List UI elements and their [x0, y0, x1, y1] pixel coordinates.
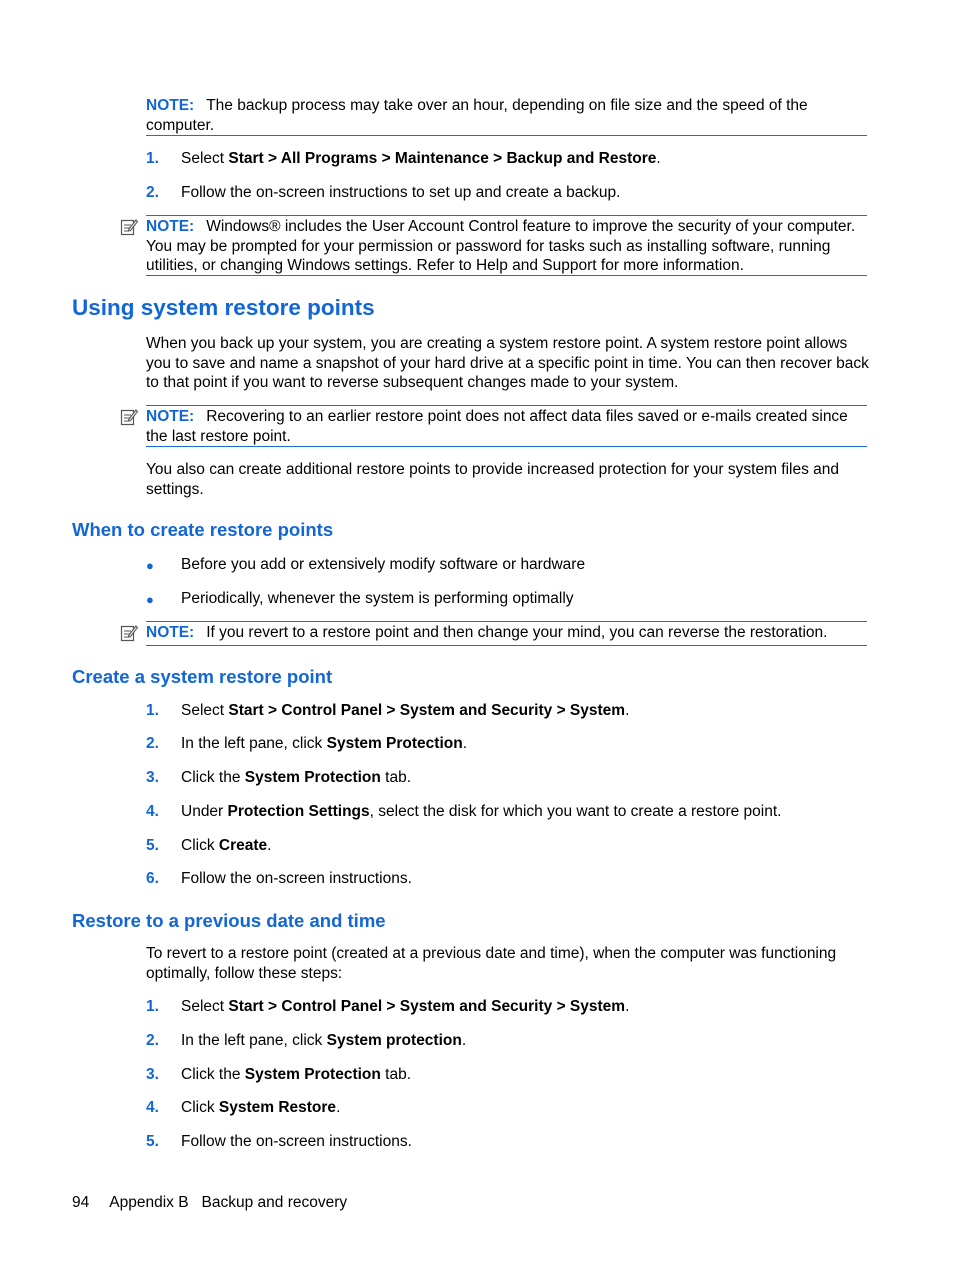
step-text-bold: System Protection [244, 1066, 381, 1083]
step-text-plain: In the left pane, click [181, 735, 327, 752]
bullet-icon: ● [146, 558, 154, 573]
note-label: NOTE: [146, 97, 195, 114]
step-number: 2. [146, 184, 159, 201]
step-number: 2. [146, 1032, 159, 1049]
paragraph: To revert to a restore point (created at a previous date and time), when the computer was functioning optimally, follow these steps: [146, 945, 837, 982]
step-text-bold: Start > All Programs > Maintenance > Backup and Restore [228, 150, 657, 167]
step-text-bold: System protection [326, 1032, 462, 1049]
step-text [181, 701, 871, 721]
note-divider [146, 446, 867, 447]
footer-chapter: Appendix B [109, 1194, 189, 1211]
step-text-plain: Select [181, 998, 229, 1015]
step-number: 4. [146, 803, 159, 820]
step-text-plain: . [625, 998, 630, 1015]
note-text: Recovering to an earlier restore point does not affect data files saved or e-mails created since the last restore point. [146, 408, 848, 445]
step-text-plain: , select the disk for which you want to create a restore point. [369, 803, 782, 820]
step-text [181, 1065, 871, 1085]
step-number: 1. [146, 150, 159, 167]
step-number: 5. [146, 837, 159, 854]
step-number: 1. [146, 702, 159, 719]
note-divider [146, 135, 867, 136]
note-divider [146, 275, 867, 276]
step-text-bold: System Restore [218, 1099, 337, 1116]
step-text-plain: Click the [181, 1066, 245, 1083]
step-text-plain: Select [181, 150, 229, 167]
paragraph: You also can create additional restore points to provide increased protection for your system files and settings. [146, 461, 840, 498]
page-footer [72, 1193, 347, 1213]
note-backup-duration [146, 96, 870, 135]
step-text [181, 1031, 871, 1051]
subsection-heading: Create a system restore point [72, 666, 333, 687]
step-text-bold: Create [218, 837, 268, 854]
step-number: 2. [146, 735, 159, 752]
page-number: 94 [72, 1194, 90, 1211]
step-text-plain: . [267, 837, 272, 854]
bullet-item: Periodically, whenever the system is performing optimally [181, 590, 574, 607]
step-text-plain: . [625, 702, 630, 719]
step-text-plain: Follow the on-screen instructions. [181, 870, 412, 887]
step-text-plain: tab. [380, 1066, 412, 1083]
note-divider [146, 405, 867, 406]
step-text [181, 1098, 871, 1118]
step-number: 5. [146, 1133, 159, 1150]
step-text-bold: Protection Settings [227, 803, 370, 820]
step-number: 1. [146, 998, 159, 1015]
subsection-heading: Restore to a previous date and time [72, 910, 386, 931]
step-text-plain: tab. [380, 769, 412, 786]
step-text [181, 997, 871, 1017]
step-number: 6. [146, 870, 159, 887]
step-text [181, 802, 871, 822]
note-text: Windows® includes the User Account Control feature to improve the security of your computer. You may be prompted for your permission or password for tasks such as installing software, running utilities, or changing Windows settings. Refer to Help and Support for more information. [146, 218, 856, 275]
step-text-plain: Click [181, 837, 219, 854]
step-text-plain: Click [181, 1099, 219, 1116]
step-text-bold: Start > Control Panel > System and Security > System [228, 702, 626, 719]
step-text-plain: Click the [181, 769, 245, 786]
note-icon [120, 218, 138, 236]
footer-title: Backup and recovery [201, 1194, 348, 1211]
step-text-plain: Under [181, 803, 228, 820]
step-text-plain: Select [181, 702, 229, 719]
step-text [181, 836, 871, 856]
step-text-bold: Start > Control Panel > System and Security > System [228, 998, 626, 1015]
step-text-bold: System Protection [326, 735, 463, 752]
step-number: 3. [146, 1066, 159, 1083]
note-label: NOTE: [146, 218, 195, 235]
step-text-bold: System Protection [244, 769, 381, 786]
note-icon [120, 624, 138, 642]
step-text-plain: . [336, 1099, 341, 1116]
note-revert [146, 623, 870, 643]
bullet-item: Before you add or extensively modify software or hardware [181, 556, 586, 573]
note-label: NOTE: [146, 408, 195, 425]
step-text-plain: In the left pane, click [181, 1032, 327, 1049]
note-restore-data [146, 407, 870, 446]
step-text [181, 869, 871, 889]
note-text: The backup process may take over an hour, depending on file size and the speed of the computer. [146, 97, 808, 134]
paragraph: When you back up your system, you are creating a system restore point. A system restore point allows you to save and name a snapshot of your hard drive at a specific point in time. You can then recover back to that point if you want to reverse subsequent changes made to your system. [146, 335, 869, 392]
step-text [181, 768, 871, 788]
note-divider [146, 621, 867, 622]
step-text [181, 149, 871, 169]
section-heading: Using system restore points [72, 295, 375, 320]
note-text: If you revert to a restore point and then change your mind, you can reverse the restoration. [206, 624, 828, 641]
subsection-heading: When to create restore points [72, 519, 334, 540]
step-text: Follow the on-screen instructions to set up and create a backup. [181, 184, 621, 201]
step-text [181, 734, 871, 754]
note-uac [146, 217, 870, 276]
step-text-plain: . [656, 150, 661, 167]
note-label: NOTE: [146, 624, 195, 641]
step-text-plain: . [462, 735, 468, 752]
note-divider [146, 645, 867, 646]
step-text [181, 1132, 871, 1152]
step-text-plain: . [461, 1032, 467, 1049]
note-divider [146, 215, 867, 216]
note-icon [120, 408, 138, 426]
bullet-icon: ● [146, 592, 154, 607]
step-text-plain: Follow the on-screen instructions. [181, 1133, 412, 1150]
step-number: 4. [146, 1099, 159, 1116]
step-number: 3. [146, 769, 159, 786]
